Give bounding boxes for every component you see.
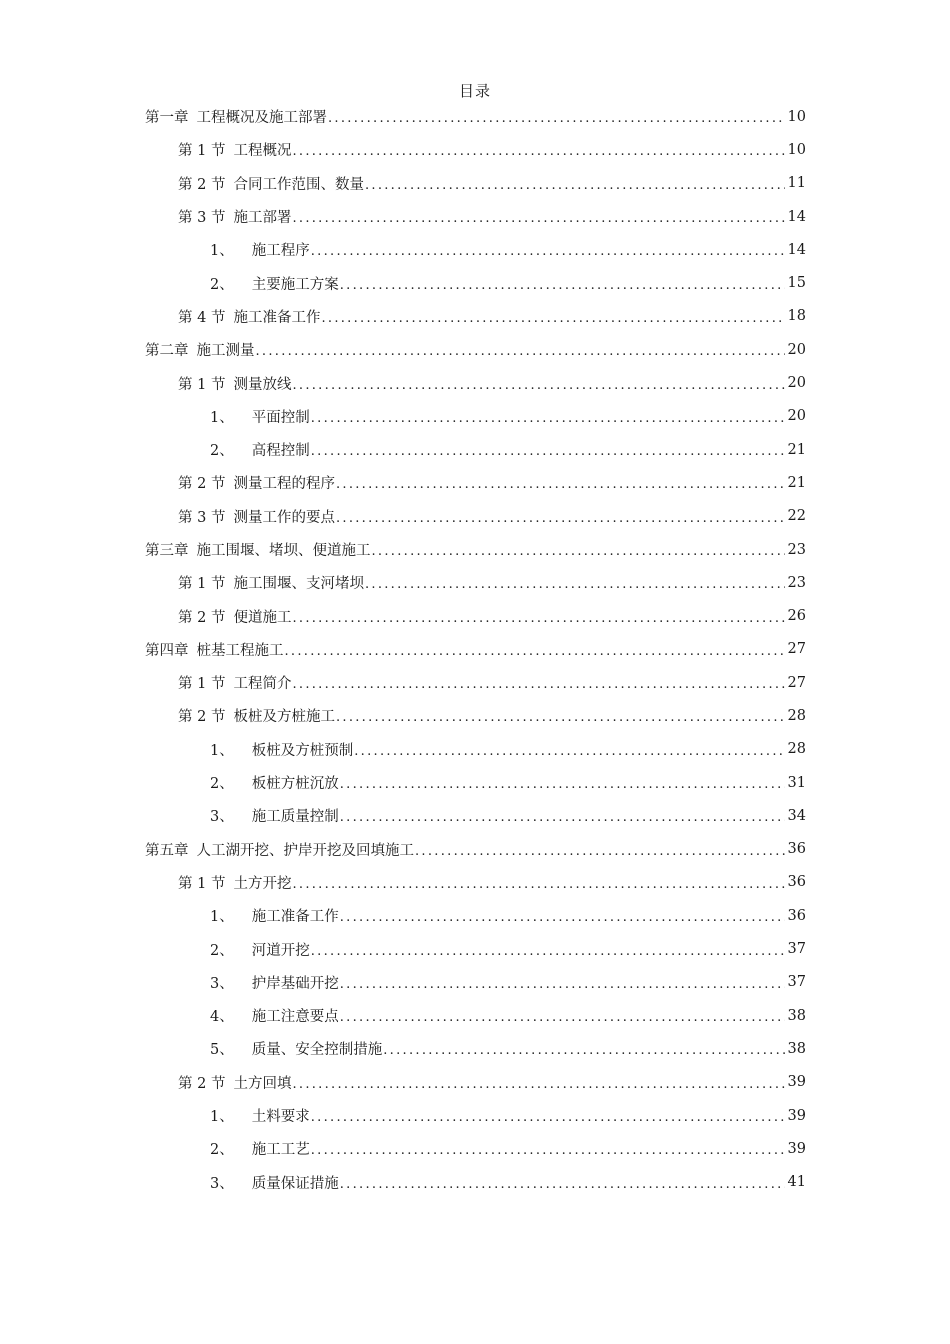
toc-dot-leader (292, 678, 784, 691)
toc-dot-leader (336, 711, 785, 724)
toc-entry-level-2[interactable] (0, 466, 950, 499)
toc-entry-number: 第 2 节 (178, 476, 226, 493)
toc-entry-number: 第一章 (145, 110, 189, 127)
toc-entry-text: 工程简介 (233, 676, 292, 693)
toc-page-number: 15 (787, 275, 806, 292)
toc-entry-level-2[interactable] (0, 1066, 950, 1099)
toc-entry-level-3[interactable] (0, 1032, 950, 1065)
toc-entry-label (178, 1072, 291, 1093)
toc-entry-number: 1、 (210, 409, 234, 426)
toc-entry-level-2[interactable] (0, 566, 950, 599)
toc-entry-label (210, 739, 353, 760)
toc-dot-leader (311, 945, 785, 958)
toc-entry-level-3[interactable] (0, 1132, 950, 1165)
toc-entry-level-2[interactable] (0, 167, 950, 200)
toc-entry-number: 1、 (210, 1109, 234, 1126)
toc-dot-leader (292, 212, 784, 225)
toc-entry-number: 2、 (210, 942, 234, 959)
toc-page-number: 41 (787, 1174, 806, 1191)
toc-entry-text: 便道施工 (233, 609, 292, 626)
toc-entry-label (145, 106, 327, 127)
toc-entry-label (178, 872, 291, 893)
toc-entry-label (145, 839, 414, 860)
toc-entry-text: 施工测量 (196, 343, 255, 360)
toc-entry-label (210, 1105, 310, 1126)
toc-dot-leader (311, 445, 785, 458)
toc-page-number: 26 (787, 608, 806, 625)
toc-entry-label (210, 406, 310, 427)
toc-entry-level-3[interactable] (0, 400, 950, 433)
toc-dot-leader (311, 1111, 785, 1124)
toc-entry-label (178, 373, 291, 394)
toc-entry-text: 工程概况及施工部署 (196, 110, 327, 127)
toc-page-number: 34 (787, 807, 806, 824)
toc-entry-label (210, 1138, 310, 1159)
toc-entry-text: 施工准备工作 (233, 309, 321, 326)
toc-entry-label (178, 206, 291, 227)
toc-entry-number: 1、 (210, 742, 234, 759)
toc-entry-text: 平面控制 (251, 409, 310, 426)
toc-entry-text: 测量放线 (233, 376, 292, 393)
toc-page-number: 18 (787, 308, 806, 325)
toc-entry-label (178, 705, 335, 726)
toc-dot-leader (340, 811, 785, 824)
toc-entry-label (178, 572, 364, 593)
toc-entry-text: 河道开挖 (251, 942, 310, 959)
toc-page-number: 20 (787, 341, 806, 358)
toc-page-number: 10 (787, 141, 806, 158)
toc-entry-number: 第 2 节 (178, 176, 226, 193)
toc-entry-text: 桩基工程施工 (196, 642, 284, 659)
toc-entry-number: 第 3 节 (178, 509, 226, 526)
toc-entry-number: 第 2 节 (178, 609, 226, 626)
toc-entry-label (210, 939, 310, 960)
toc-page-number: 20 (787, 408, 806, 425)
toc-page-number: 23 (787, 574, 806, 591)
toc-entry-label (210, 772, 339, 793)
toc-entry-text: 土方回填 (233, 1075, 292, 1092)
toc-page-number: 28 (787, 707, 806, 724)
toc-page-number: 37 (787, 941, 806, 958)
toc-dot-leader (340, 1011, 785, 1024)
toc-entry-number: 第三章 (145, 543, 189, 559)
toc-entry-text: 施工围堰、堵坝、便道施工 (196, 543, 371, 559)
toc-entry-label (210, 805, 339, 826)
toc-entry-text: 板桩方桩沉放 (251, 776, 339, 793)
toc-entry-number: 1、 (210, 243, 234, 260)
toc-entry-number: 3、 (210, 975, 234, 992)
toc-page-number: 23 (787, 541, 806, 558)
toc-dot-leader (340, 978, 785, 991)
toc-entry-text: 施工准备工作 (251, 909, 339, 926)
toc-entry-text: 合同工作范围、数量 (233, 176, 364, 193)
toc-entry-level-2[interactable] (0, 866, 950, 899)
toc-entry-number: 第五章 (145, 842, 189, 859)
toc-entry-label (145, 639, 284, 660)
toc-page-number: 11 (787, 175, 806, 192)
toc-page-number: 21 (787, 474, 806, 491)
toc-entry-number: 第 1 节 (178, 875, 226, 892)
toc-entry-number: 第 1 节 (178, 376, 226, 393)
toc-dot-leader (372, 545, 785, 558)
toc-entry-number: 2、 (210, 443, 234, 460)
toc-dot-leader (365, 179, 785, 192)
toc-entry-text: 质量保证措施 (251, 1175, 339, 1192)
toc-entry-number: 2、 (210, 1142, 234, 1159)
toc-dot-leader (340, 279, 785, 292)
toc-entry-number: 5、 (210, 1042, 234, 1059)
toc-entry-level-3[interactable] (0, 733, 950, 766)
toc-entry-text: 质量、安全控制措施 (251, 1042, 383, 1059)
toc-entry-number: 第 2 节 (178, 709, 226, 726)
toc-entry-text: 施工质量控制 (251, 809, 339, 826)
toc-entry-label (178, 606, 291, 627)
toc-dot-leader (340, 911, 785, 924)
toc-entry-number: 第 2 节 (178, 1075, 226, 1092)
toc-entry-text: 土料要求 (251, 1109, 310, 1126)
toc-entry-text: 主要施工方案 (251, 276, 339, 293)
toc-entry-label (145, 339, 255, 360)
toc-entry-label (210, 972, 339, 993)
toc-entry-level-1[interactable] (0, 833, 950, 866)
toc-entry-number: 第 1 节 (178, 143, 226, 160)
toc-page-number: 39 (787, 1074, 806, 1091)
toc-dot-leader (340, 778, 785, 791)
toc-page-number: 31 (787, 774, 806, 791)
toc-entry-label (210, 239, 310, 260)
toc-page-number: 28 (787, 741, 806, 758)
toc-entry-level-2[interactable] (0, 500, 950, 533)
toc-dot-leader (292, 379, 784, 392)
toc-page-number: 21 (787, 441, 806, 458)
toc-entry-level-2[interactable] (0, 200, 950, 233)
toc-entry-label (210, 1172, 339, 1193)
toc-dot-leader (340, 1178, 785, 1191)
toc-entry-number: 第二章 (145, 343, 189, 360)
toc-entry-level-3[interactable] (0, 1099, 950, 1132)
toc-page-number: 36 (787, 907, 806, 924)
toc-page-number: 14 (787, 241, 806, 258)
toc-entry-label (145, 539, 371, 560)
toc-entry-level-3[interactable] (0, 1166, 950, 1199)
toc-entry-number: 第 3 节 (178, 210, 226, 227)
toc-entry-number: 3、 (210, 809, 234, 826)
toc-dot-leader (256, 345, 785, 358)
toc-dot-leader (311, 412, 785, 425)
toc-entry-level-1[interactable] (0, 633, 950, 666)
toc-list (0, 100, 950, 1199)
toc-dot-leader (292, 145, 784, 158)
toc-entry-level-2[interactable] (0, 366, 950, 399)
toc-dot-leader (415, 845, 785, 858)
toc-entry-number: 3、 (210, 1175, 234, 1192)
toc-dot-leader (292, 612, 784, 625)
toc-entry-label (178, 173, 364, 194)
toc-entry-level-2[interactable] (0, 699, 950, 732)
toc-page-number: 22 (787, 508, 806, 525)
toc-dot-leader (354, 745, 784, 758)
toc-entry-text: 高程控制 (251, 443, 310, 460)
toc-page-number: 20 (787, 375, 806, 392)
toc-title: 目录 (458, 82, 491, 100)
toc-entry-label (178, 139, 291, 160)
toc-entry-text: 测量工作的要点 (233, 509, 335, 526)
toc-dot-leader (321, 312, 784, 325)
toc-entry-text: 板桩及方桩施工 (233, 709, 335, 726)
toc-page-number: 36 (787, 874, 806, 891)
toc-dot-leader (292, 878, 784, 891)
toc-entry-level-3[interactable] (0, 433, 950, 466)
toc-entry-level-3[interactable] (0, 932, 950, 965)
toc-entry-level-2[interactable] (0, 666, 950, 699)
toc-entry-number: 1、 (210, 909, 234, 926)
toc-dot-leader (285, 645, 785, 658)
toc-page-number: 38 (787, 1007, 806, 1024)
toc-page-number: 14 (787, 208, 806, 225)
toc-entry-text: 工程概况 (233, 143, 292, 160)
toc-dot-leader (311, 245, 785, 258)
toc-entry-level-3[interactable] (0, 966, 950, 999)
toc-dot-leader (383, 1044, 784, 1057)
toc-entry-level-3[interactable] (0, 233, 950, 266)
toc-dot-leader (336, 512, 785, 525)
toc-page-number: 27 (787, 641, 806, 658)
toc-entry-level-1[interactable] (0, 533, 950, 566)
toc-entry-number: 第 1 节 (178, 676, 226, 693)
toc-entry-text: 施工注意要点 (251, 1009, 339, 1026)
toc-entry-text: 板桩及方桩预制 (251, 742, 354, 759)
toc-entry-label (210, 439, 310, 460)
toc-dot-leader (311, 1144, 785, 1157)
toc-entry-number: 2、 (210, 276, 234, 293)
toc-entry-number: 第 4 节 (178, 309, 226, 326)
toc-entry-label (178, 506, 335, 527)
toc-entry-level-3[interactable] (0, 266, 950, 299)
toc-entry-text: 施工工艺 (251, 1142, 310, 1159)
toc-entry-number: 4、 (210, 1009, 234, 1026)
toc-entry-text: 施工围堰、支河堵坝 (233, 576, 364, 593)
toc-page-number: 38 (787, 1040, 806, 1057)
toc-entry-text: 人工湖开挖、护岸开挖及回填施工 (196, 842, 414, 859)
toc-entry-level-2[interactable] (0, 300, 950, 333)
toc-dot-leader (292, 1078, 784, 1091)
toc-entry-level-3[interactable] (0, 799, 950, 832)
toc-page-number: 39 (787, 1107, 806, 1124)
toc-entry-label (210, 905, 339, 926)
toc-entry-level-1[interactable] (0, 333, 950, 366)
toc-entry-text: 护岸基础开挖 (251, 975, 339, 992)
toc-entry-label (178, 672, 291, 693)
toc-entry-number: 第 1 节 (178, 576, 226, 593)
toc-dot-leader (336, 478, 785, 491)
toc-entry-level-2[interactable] (0, 133, 950, 166)
toc-entry-number: 2、 (210, 776, 234, 793)
toc-entry-text: 土方开挖 (233, 875, 292, 892)
toc-entry-label (210, 1038, 382, 1059)
toc-entry-level-1[interactable] (0, 100, 950, 133)
toc-entry-level-2[interactable] (0, 599, 950, 632)
toc-page-number: 27 (787, 674, 806, 691)
toc-page-number: 10 (787, 108, 806, 125)
toc-page-number: 37 (787, 974, 806, 991)
toc-entry-text: 施工部署 (233, 210, 292, 227)
toc-entry-text: 测量工程的程序 (233, 476, 335, 493)
toc-entry-label (178, 472, 335, 493)
toc-dot-leader (328, 112, 785, 125)
toc-entry-level-3[interactable] (0, 766, 950, 799)
toc-entry-level-3[interactable] (0, 999, 950, 1032)
toc-entry-label (210, 1005, 339, 1026)
toc-entry-number: 第四章 (145, 642, 189, 659)
toc-entry-label (210, 273, 339, 294)
toc-page-number: 36 (787, 841, 806, 858)
toc-entry-label (178, 306, 320, 327)
toc-dot-leader (365, 578, 785, 591)
toc-page-number: 39 (787, 1140, 806, 1157)
toc-entry-text: 施工程序 (251, 243, 310, 260)
toc-entry-level-3[interactable] (0, 899, 950, 932)
